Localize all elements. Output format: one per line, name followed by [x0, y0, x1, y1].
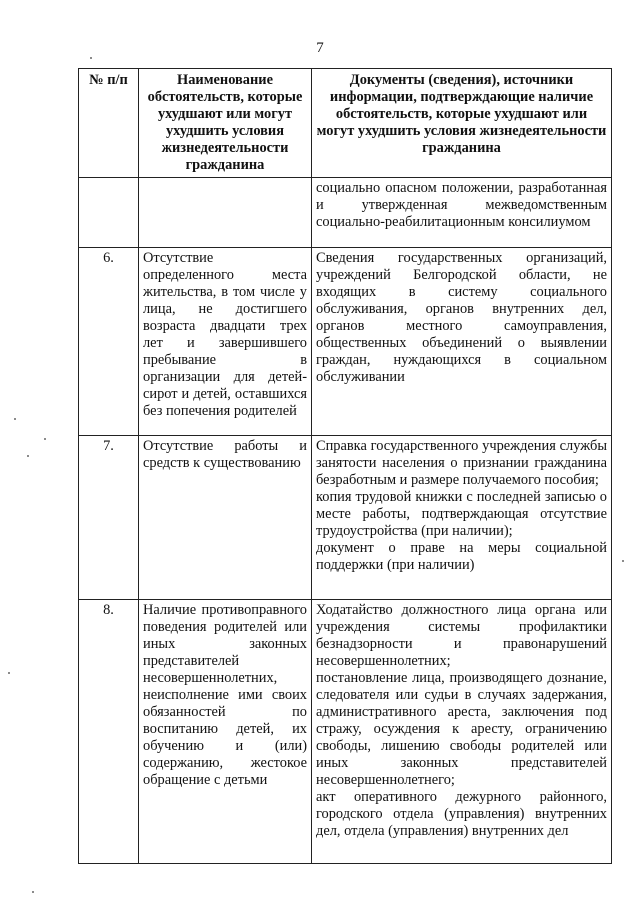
row-documents: [312, 248, 612, 436]
table-header-row: [79, 69, 612, 178]
scan-speck: [8, 672, 10, 674]
circumstances-table: [78, 68, 612, 864]
document-item: Сведения государственных организаций, учреждений Белгородской области, не входящих в систему социального обслуживания, органов внутренних дел, органов местного самоуправления, общественных объединений о выявлении граждан, нуждающихся в социальном обслуживании: [316, 250, 607, 385]
document-item: Справка государственного учреждения службы занятости населения о признании гражданина безработным и размере получаемого пособия;: [316, 438, 607, 488]
document-item: документ о праве на меры социальной поддержки (при наличии): [316, 540, 607, 573]
scan-speck: [622, 560, 624, 562]
document-item: копия трудовой книжки с последней записью о месте работы, подтверждающая отсутствие трудоустройства (при наличии);: [316, 489, 607, 539]
header-circumstance: Наименование обстоятельств, которые ухудшают или могут ухудшить условия жизнедеятельности гражданина: [139, 69, 312, 178]
header-documents: Документы (сведения), источники информации, подтверждающие наличие обстоятельств, которые ухудшают или могут ухудшить условия жизнедеятельности гражданина: [312, 69, 612, 178]
header-num: № п/п: [79, 69, 139, 178]
table-row: [79, 248, 612, 436]
page-number: 7: [316, 40, 324, 56]
scan-speck: [14, 418, 16, 420]
table-row: [79, 178, 612, 248]
table-row: [79, 600, 612, 864]
row-num: 8.: [79, 600, 139, 864]
document-item: Ходатайство должностного лица органа или учреждения системы профилактики безнадзорности и правонарушений несовершеннолетних;: [316, 602, 607, 669]
row-circumstance: Отсутствие работы и средств к существованию: [139, 436, 312, 600]
table-row: [79, 436, 612, 600]
document-item: акт оперативного дежурного районного, городского отдела (управления) внутренних дел, отдела (управления) внутренних дел: [316, 789, 607, 839]
row-circumstance: Наличие противоправного поведения родителей или иных законных представителей несовершеннолетних, неисполнение ими своих обязанностей по воспитанию детей, их обучению и (или) содержанию, жестокое обращение с детьми: [139, 600, 312, 864]
row-num: 7.: [79, 436, 139, 600]
row-num: 6.: [79, 248, 139, 436]
scan-speck: [27, 455, 29, 457]
row-documents: [312, 436, 612, 600]
scan-speck: [90, 57, 92, 59]
scan-speck: [44, 438, 46, 440]
row-documents: [312, 600, 612, 864]
row-circumstance: Отсутствие определенного места жительства, в том числе у лица, не достигшего возраста двадцати трех лет и завершившего пребывание в организации для детей-сирот и детей, оставшихся без попечения родителей: [139, 248, 312, 436]
row-circumstance: [139, 178, 312, 248]
scan-speck: [32, 891, 34, 893]
row-documents: [312, 178, 612, 248]
document-item: постановление лица, производящего дознание, следователя или судьи в случаях задержания, административного ареста, заключения под стражу, осуждения к аресту, ограничению свободы, лишению свободы родителей или иных законных представителей несовершеннолетнего;: [316, 670, 607, 788]
document-item: социально опасном положении, разработанная и утвержденная межведомственным социально-реабилитационным консилиумом: [316, 180, 607, 230]
row-num: [79, 178, 139, 248]
